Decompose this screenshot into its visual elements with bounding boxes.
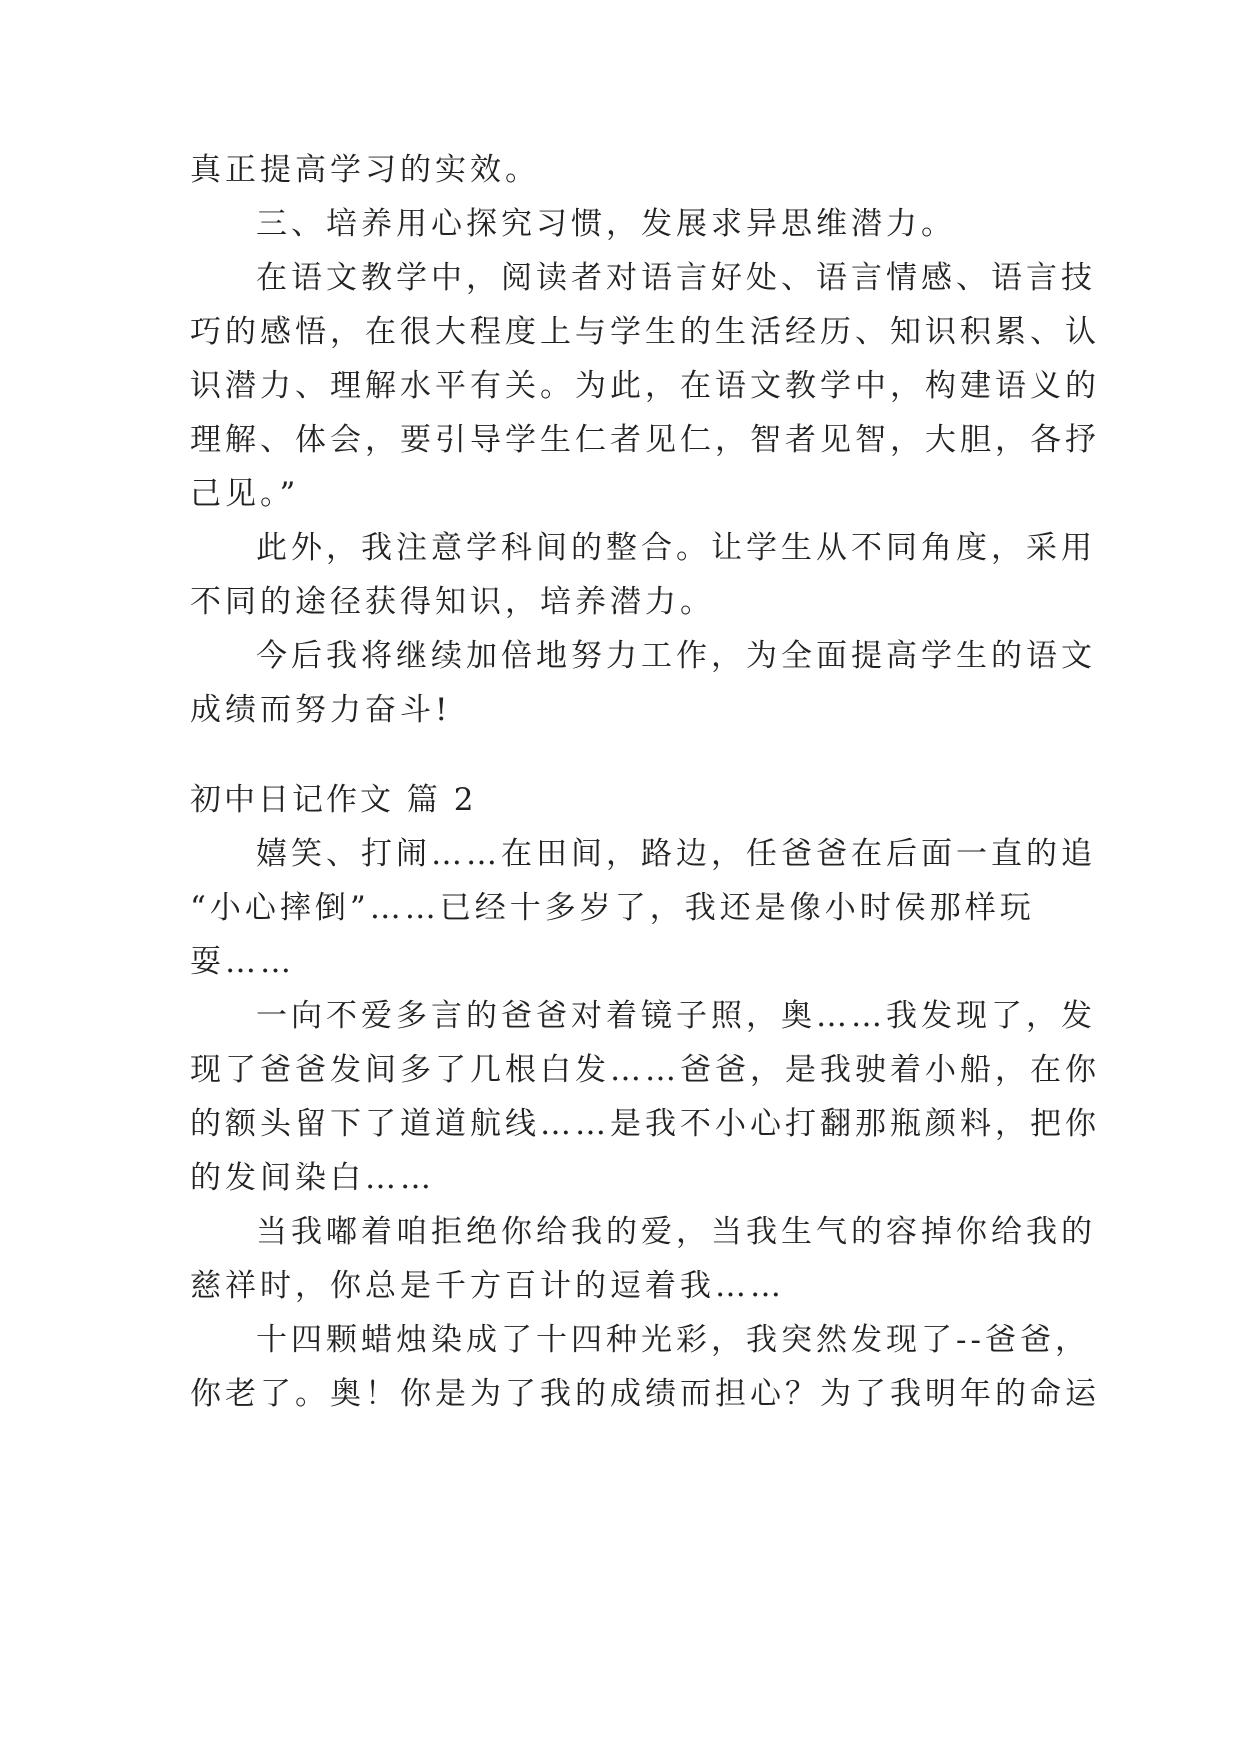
paragraph-line: 今后我将继续加倍地努力工作，为全面提高学生的语文 — [256, 638, 1096, 674]
paragraph-line: 理解、体会，要引导学生仁者见仁，智者见智，大胆，各抒 — [190, 422, 1100, 458]
paragraph-line: 嬉笑、打闹……在田间，路边，任爸爸在后面一直的追 — [256, 836, 1096, 872]
paragraph-line: 十四颗蜡烛染成了十四种光彩，我突然发现了--爸爸， — [256, 1322, 1090, 1358]
paragraph-line: 当我嘟着咱拒绝你给我的爱，当我生气的容掉你给我的 — [256, 1214, 1096, 1250]
paragraph-line: 你老了。奥！你是为了我的成绩而担心？为了我明年的命运 — [190, 1376, 1100, 1412]
paragraph-line: 的额头留下了道道航线……是我不小心打翻那瓶颜料，把你 — [190, 1106, 1100, 1142]
section-heading-three: 三、培养用心探究习惯，发展求异思维潜力。 — [256, 206, 956, 242]
paragraph-line: 在语文教学中，阅读者对语言好处、语言情感、语言技 — [256, 260, 1096, 296]
paragraph-line: “小心摔倒”……已经十多岁了，我还是像小时侯那样玩 — [190, 890, 1035, 926]
paragraph-line: 的发间染白…… — [190, 1160, 435, 1196]
paragraph-line: 慈祥时，你总是千方百计的逗着我…… — [190, 1268, 785, 1304]
article-title: 初中日记作文 篇 2 — [190, 782, 477, 818]
paragraph-line: 识潜力、理解水平有关。为此，在语文教学中，构建语义的 — [190, 368, 1100, 404]
paragraph-line: 真正提高学习的实效。 — [190, 152, 540, 188]
paragraph-line: 耍…… — [190, 944, 295, 980]
paragraph-line: 一向不爱多言的爸爸对着镜子照，奥……我发现了，发 — [256, 998, 1096, 1034]
paragraph-line: 不同的途径获得知识，培养潜力。 — [190, 584, 715, 620]
paragraph-line: 己见。” — [190, 476, 300, 512]
paragraph-line: 巧的感悟，在很大程度上与学生的生活经历、知识积累、认 — [190, 314, 1100, 350]
paragraph-line: 成绩而努力奋斗! — [190, 692, 452, 728]
paragraph-line: 现了爸爸发间多了几根白发……爸爸，是我驶着小船，在你 — [190, 1052, 1100, 1088]
paragraph-line: 此外，我注意学科间的整合。让学生从不同角度，采用 — [256, 530, 1096, 566]
